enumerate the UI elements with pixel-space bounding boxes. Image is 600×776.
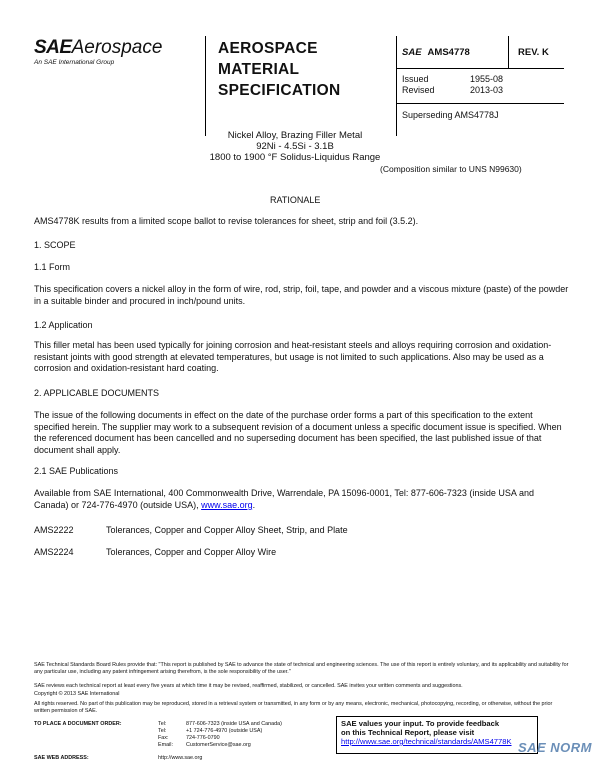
revised-label: Revised: [402, 85, 435, 95]
revision-label: REV. K: [518, 47, 549, 58]
rationale-heading: RATIONALE: [270, 195, 321, 205]
header-divider-1: [205, 36, 206, 136]
material-range: 1800 to 1900 °F Solidus-Liquidus Range: [209, 152, 381, 163]
superseding-note: Superseding AMS4778J: [402, 110, 499, 120]
composition-note: (Composition similar to UNS N99630): [380, 164, 522, 174]
reference-code: AMS2224: [34, 547, 74, 557]
sae-publications-heading: 2.1 SAE Publications: [34, 466, 119, 476]
sae-publications-text: [34, 488, 569, 511]
tel2-label: Tel:: [158, 728, 167, 734]
issued-date: 1955-08: [470, 74, 504, 84]
applicable-documents-heading: 2. APPLICABLE DOCUMENTS: [34, 388, 160, 398]
issued-row: [402, 74, 429, 85]
copyright: Copyright © 2013 SAE International: [34, 691, 120, 697]
web-label: SAE WEB ADDRESS:: [34, 755, 89, 761]
application-heading: 1.2 Application: [34, 320, 93, 330]
feedback-line-1: SAE values your input. To provide feedback: [341, 719, 500, 728]
sae-website-link[interactable]: www.sae.org: [201, 499, 253, 510]
order-label: TO PLACE A DOCUMENT ORDER:: [34, 721, 122, 727]
email-value[interactable]: CustomerService@sae.org: [186, 742, 251, 748]
header-rule-2: [396, 103, 564, 104]
issued-label: Issued: [402, 74, 429, 84]
fax-label: Fax:: [158, 735, 169, 741]
policy-statement: SAE Technical Standards Board Rules provide that: "This report is published by SAE to advance the state of technical and engineering sciences. The use of this report is entirely voluntary, and its applicability and suitability for any particular use, including any patent infringement arising therefrom, is the sole responsibility of the user.": [34, 662, 569, 675]
revised-date: 2013-03: [470, 85, 504, 95]
material-composition: 92Ni - 4.5Si - 3.1B: [256, 141, 334, 152]
review-statement: SAE reviews each technical report at least every five years at which time it may be revised, reaffirmed, stabilized, or cancelled. SAE invites your written comments and suggestions.: [34, 683, 463, 689]
header-rule-1: [396, 68, 564, 69]
email-label: Email:: [158, 742, 173, 748]
applicable-documents-text: The issue of the following documents in effect on the date of the purchase order forms a part of this specification to the extent specified herein. The supplier may work to a subsequent revision of a document unless a specific document issue is specified. When the referenced document has been cancelled and no superseding document has been specified, the last published issue of that document shall apply.: [34, 410, 562, 455]
logo-subtitle: An SAE International Group: [34, 59, 115, 66]
form-heading: 1.1 Form: [34, 262, 71, 272]
logo-aerospace: Aerospace: [71, 37, 163, 58]
rights-statement: All rights reserved. No part of this publication may be reproduced, stored in a retrieval system or transmitted, in any form or by any means, electronic, mechanical, photocopying, recording, or otherwise, without the prior written permission of SAE.: [34, 701, 553, 714]
title-line-3: SPECIFICATION: [218, 82, 341, 99]
spec-number-value: AMS4778: [427, 47, 470, 58]
tel-value: 877-606-7323 (inside USA and Canada): [186, 721, 282, 727]
scope-heading: 1. SCOPE: [34, 240, 76, 250]
material-title: [150, 130, 440, 163]
sae-address: Available from SAE International, 400 Commonwealth Drive, Warrendale, PA 15096-0001, Tel: 877-606-7323 (inside USA and Canada) or 724-776-4970 (outside USA),: [34, 488, 534, 510]
fax-value: 724-776-0790: [186, 735, 220, 741]
form-text: This specification covers a nickel alloy in the form of wire, rod, strip, foil, tape, and powder and a viscous mixture (paste) of the powder in a suitable binder and procured in inch/pound units.: [34, 284, 569, 306]
sae-mark: SAE: [402, 47, 422, 58]
feedback-box: [336, 716, 538, 754]
feedback-link[interactable]: http://www.sae.org/technical/standards/AMS4778K: [341, 737, 512, 746]
logo-sae: SAE: [34, 37, 72, 58]
sae-publications-end: .: [252, 499, 256, 510]
application-text: This filler metal has been used typically for joining corrosion and heat-resistant steels and alloys requiring corrosion and oxidation-resistant joints with good strength at elevated temperatures, but usage is not limited to such applications. Also may be used as a corrosion and oxidation-resistant hard coating.: [34, 340, 552, 374]
feedback-line-2: on this Technical Report, please visit: [341, 728, 475, 737]
tel2-value: +1 724-776-4970 (outside USA): [186, 728, 263, 734]
header-divider-2: [396, 36, 397, 136]
header-divider-3: [508, 36, 509, 68]
rationale-text: AMS4778K results from a limited scope ballot to revise tolerances for sheet, strip and foil (3.5.2).: [34, 216, 419, 226]
title-line-2: MATERIAL: [218, 61, 300, 78]
document-type-title: [218, 38, 340, 101]
tel-label: Tel:: [158, 721, 167, 727]
feedback-text: [337, 717, 537, 748]
reference-description: Tolerances, Copper and Copper Alloy Sheet, Strip, and Plate: [106, 525, 348, 535]
sae-aerospace-logo: [34, 38, 162, 66]
title-line-1: AEROSPACE: [218, 40, 318, 57]
reference-code: AMS2222: [34, 525, 74, 535]
material-name: Nickel Alloy, Brazing Filler Metal: [227, 130, 363, 141]
reference-description: Tolerances, Copper and Copper Alloy Wire: [106, 547, 277, 557]
sae-norm-watermark: SAE NORM: [517, 740, 592, 755]
spec-number: [402, 47, 470, 58]
web-value[interactable]: http://www.sae.org: [158, 755, 203, 761]
